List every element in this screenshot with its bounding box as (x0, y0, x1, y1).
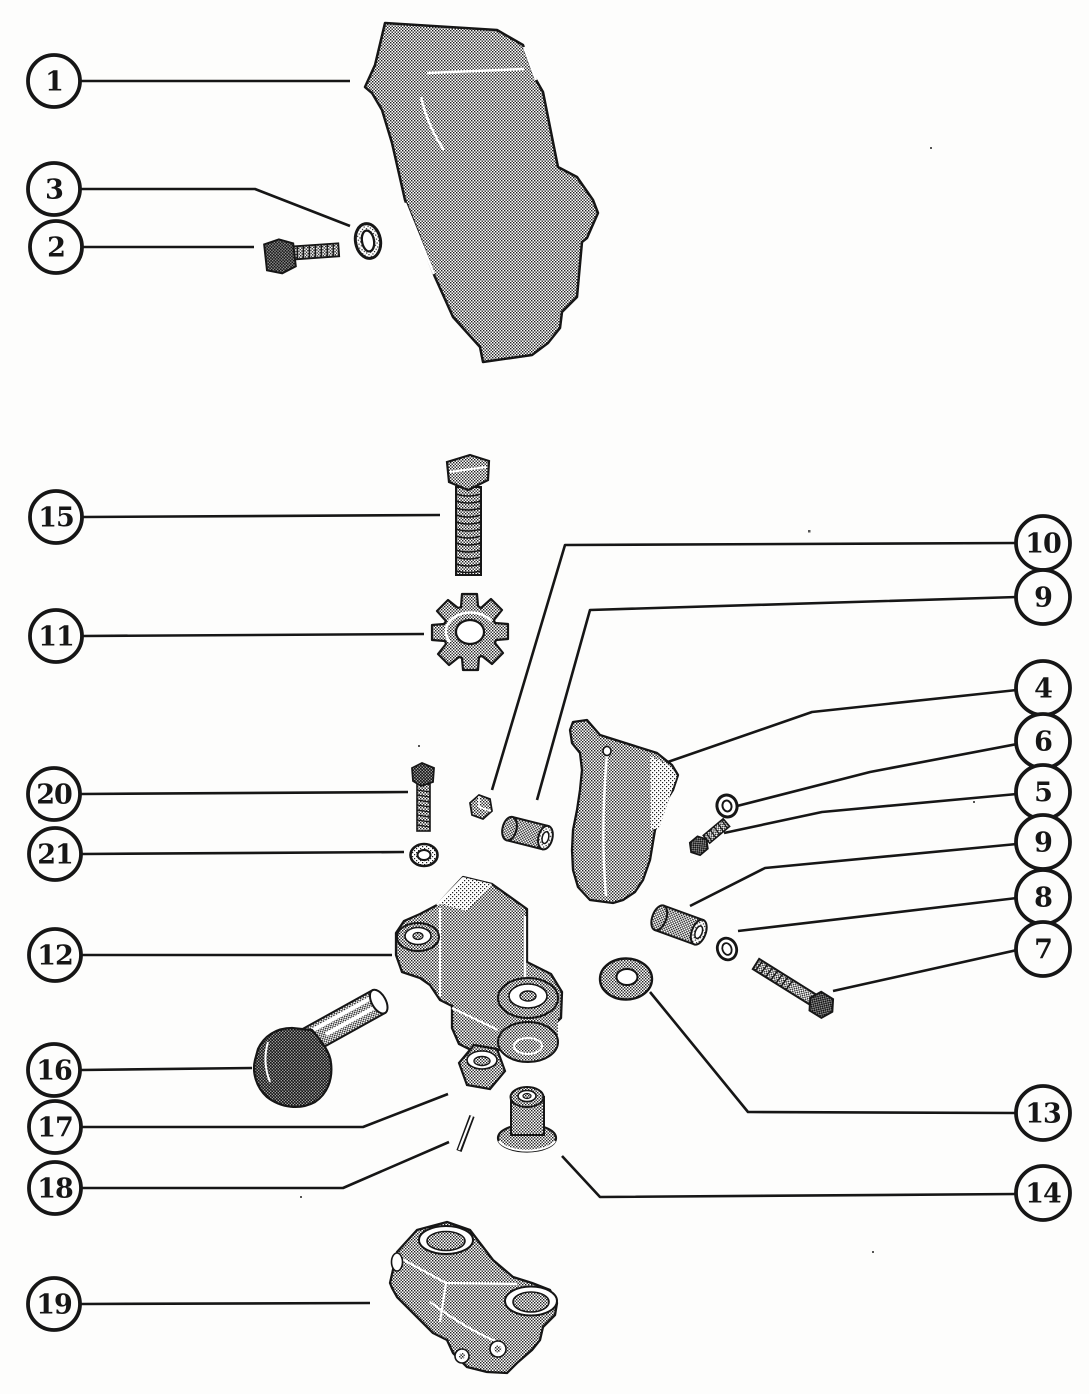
part-lockwasher-11 (432, 594, 508, 670)
callout-1 (28, 55, 80, 107)
callout-20 (28, 768, 80, 820)
callout-11-label: 11 (38, 621, 74, 653)
callout-20-label: 20 (36, 779, 72, 811)
callout-3 (28, 163, 80, 215)
callout-19-label: 19 (36, 1289, 72, 1321)
callout-18-label: 18 (37, 1173, 73, 1205)
callout-19 (28, 1278, 80, 1330)
callout-12-label: 12 (37, 940, 73, 972)
callout-12 (29, 929, 81, 981)
callout-10 (1016, 516, 1070, 570)
callout-9-lower (1016, 815, 1070, 869)
callout-11 (30, 610, 82, 662)
callout-15 (30, 491, 82, 543)
callout-18 (29, 1162, 81, 1214)
callout-7-label: 7 (1034, 934, 1052, 966)
callout-4 (1016, 661, 1070, 715)
leader-19 (81, 1303, 370, 1304)
callout-8 (1016, 870, 1070, 924)
callout-5 (1016, 765, 1070, 819)
callout-9-upper-label: 9 (1034, 582, 1052, 614)
callout-15-label: 15 (38, 502, 74, 534)
callout-5-label: 5 (1034, 777, 1052, 809)
callout-10-label: 10 (1025, 528, 1061, 560)
callout-21-label: 21 (37, 839, 73, 871)
callout-2-label: 2 (47, 232, 65, 264)
callout-1-label: 1 (45, 66, 63, 98)
callout-9-upper (1016, 570, 1070, 624)
callout-2 (30, 221, 82, 273)
callout-4-label: 4 (1034, 673, 1052, 705)
callout-14 (1016, 1166, 1070, 1220)
callout-17-label: 17 (37, 1112, 73, 1144)
callout-13-label: 13 (1025, 1098, 1061, 1130)
callout-6-label: 6 (1034, 726, 1052, 758)
callout-3-label: 3 (45, 174, 63, 206)
part-washer-21 (411, 844, 438, 866)
part-washer-13 (600, 959, 652, 1000)
callout-21 (29, 828, 81, 880)
callout-16-label: 16 (36, 1055, 72, 1087)
callout-16 (28, 1044, 80, 1096)
callout-7 (1016, 922, 1070, 976)
callout-9-lower-label: 9 (1034, 827, 1052, 859)
callout-14-label: 14 (1025, 1178, 1061, 1210)
callout-13 (1016, 1086, 1070, 1140)
callout-6 (1016, 714, 1070, 768)
callout-8-label: 8 (1034, 882, 1052, 914)
callout-17 (29, 1101, 81, 1153)
plate-hole (603, 747, 611, 756)
